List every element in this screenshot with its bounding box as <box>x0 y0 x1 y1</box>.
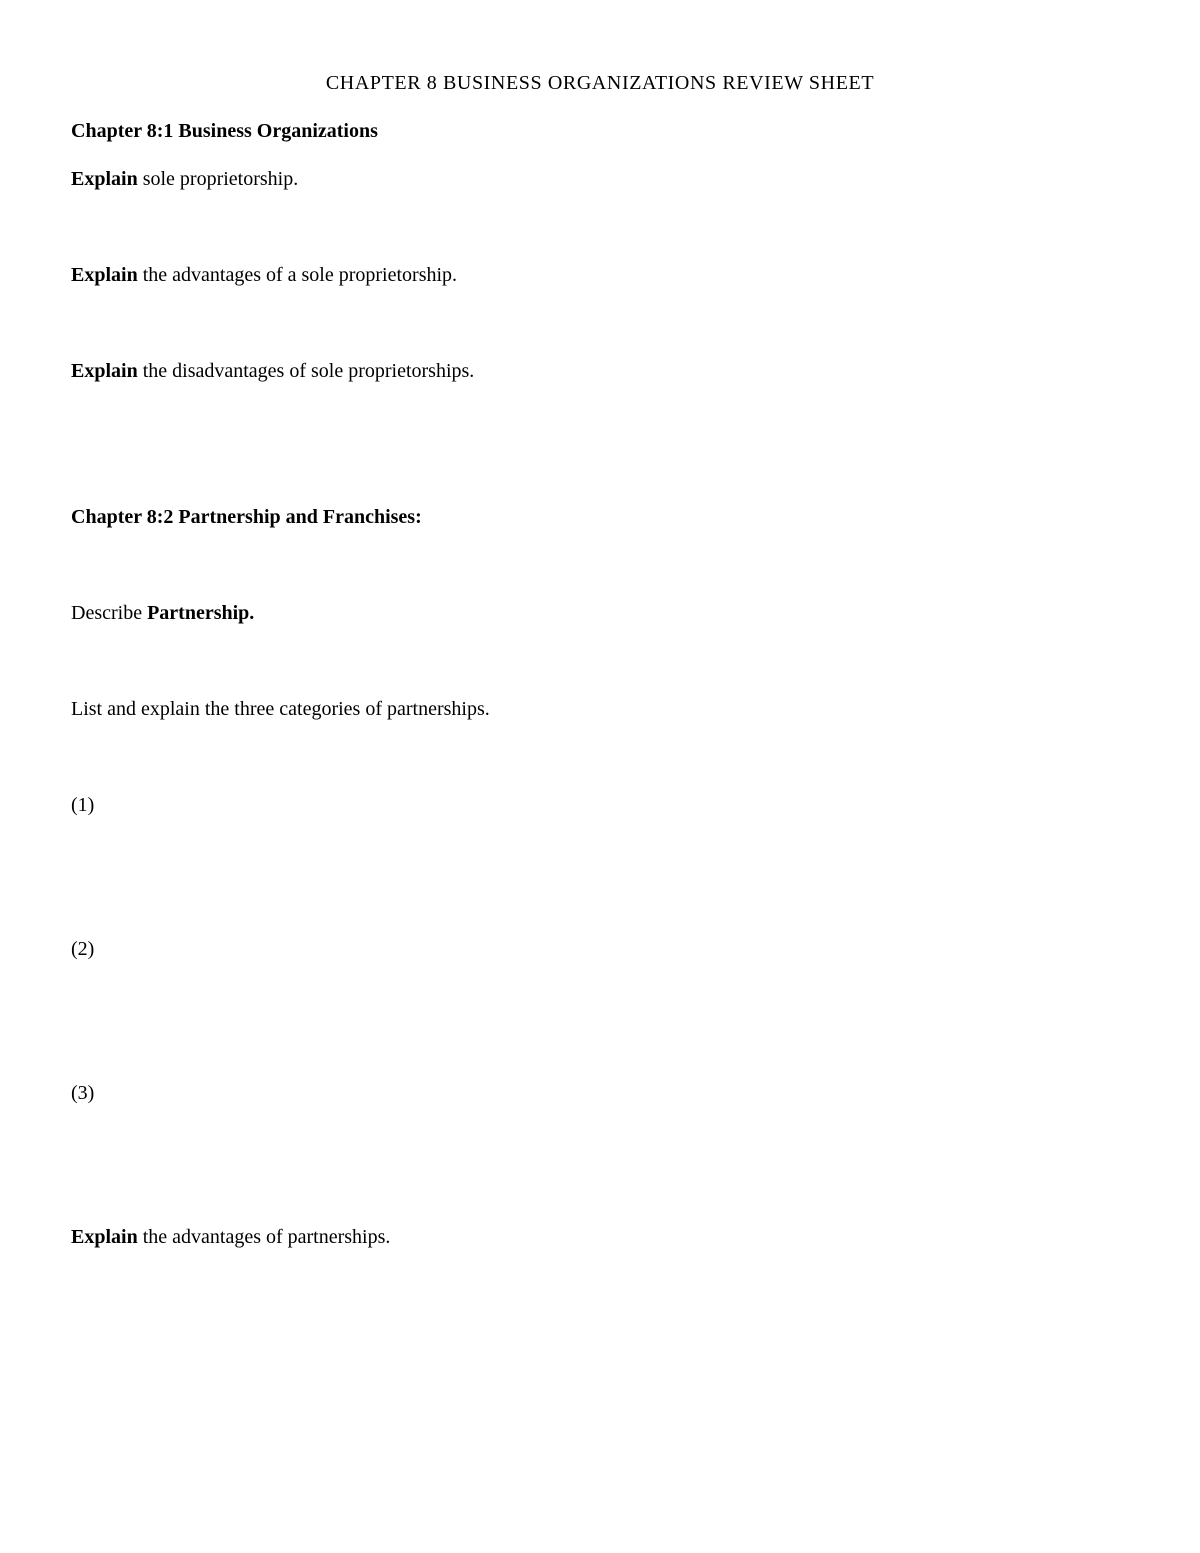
question-describe-partnership <box>71 601 254 625</box>
list-item-3: (3) <box>71 1082 95 1104</box>
document-title: CHAPTER 8 BUSINESS ORGANIZATIONS REVIEW SHEET <box>325 72 875 94</box>
list-item-1: (1) <box>71 794 95 816</box>
question-text: the disadvantages of sole proprietorships. <box>137 360 475 382</box>
question-sole-proprietorship-advantages <box>71 263 457 287</box>
question-lead: Explain <box>71 264 138 286</box>
question-text: Describe <box>71 602 148 624</box>
question-term: Partnership. <box>147 602 255 624</box>
list-item-2: (2) <box>71 938 95 960</box>
question-partnership-categories: List and explain the three categories of partnerships. <box>71 698 490 720</box>
question-sole-proprietorship <box>71 167 298 191</box>
section-2-heading: Chapter 8:2 Partnership and Franchises: <box>71 506 422 528</box>
question-partnership-advantages <box>71 1225 390 1249</box>
question-lead: Explain <box>71 360 138 382</box>
question-text: the advantages of partnerships. <box>137 1226 391 1248</box>
question-text: sole proprietorship. <box>137 168 299 190</box>
question-sole-proprietorship-disadvantages <box>71 359 474 383</box>
question-lead: Explain <box>71 1226 138 1248</box>
question-text: the advantages of a sole proprietorship. <box>137 264 458 286</box>
question-lead: Explain <box>71 168 138 190</box>
section-1-heading: Chapter 8:1 Business Organizations <box>71 120 378 142</box>
